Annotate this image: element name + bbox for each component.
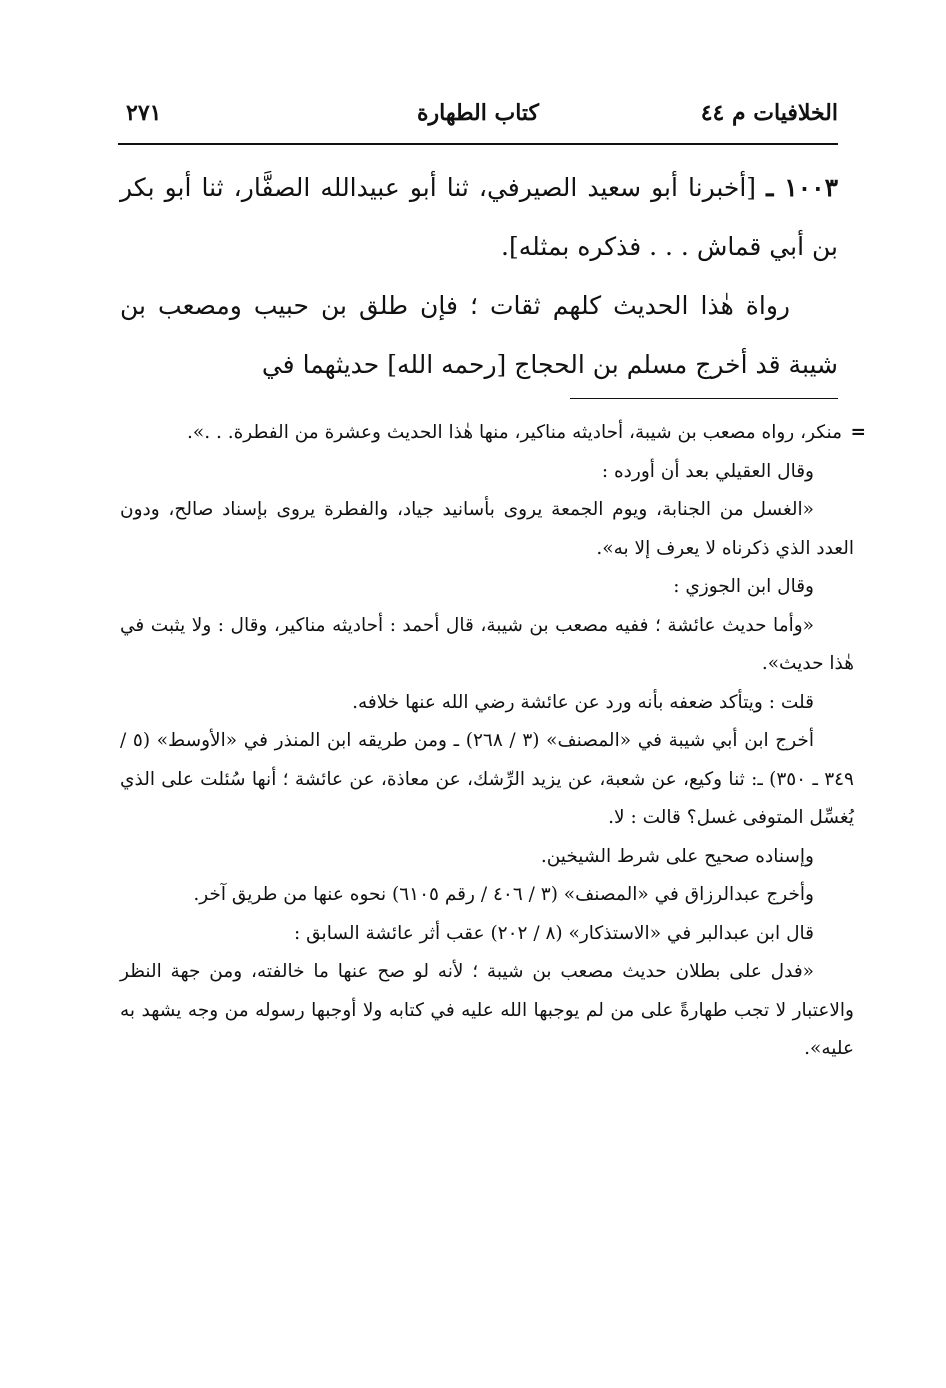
page-number: ٢٧١ (126, 100, 162, 126)
footnote-quote: «فدل على بطلان حديث مصعب بن شيبة ؛ لأنه لو صح عنها ما خالفته، ومن جهة النظر والاعتبار لا تجب طهارةً على من لم يوجبها الله عليه في كتابه ولا أوجبها رسوله من وجه يشهد به عليه». (120, 961, 854, 1059)
hadith-entry (120, 158, 838, 276)
footnote-line: قال ابن عبدالبر في «الاستذكار» (٨ / ٢٠٢) عقب أثر عائشة السابق : (294, 922, 814, 944)
main-text (120, 158, 838, 394)
footnote-continuation (120, 414, 866, 453)
footnote-quote: «وأما حديث عائشة ؛ ففيه مصعب بن شيبة، قال أحمد : أحاديثه مناكير، وقال : ولا يثبت في هٰذا حديث». (120, 614, 854, 674)
page-header (118, 96, 838, 138)
footnotes (120, 414, 866, 1069)
footnote-line: وإسناده صحيح على شرط الشيخين. (540, 845, 814, 867)
continuation-mark: = (850, 422, 866, 443)
running-head-title: كتاب الطهارة (416, 100, 540, 126)
header-divider (118, 143, 838, 145)
footnote-line: قلت : ويتأكد ضعفه بأنه ورد عن عائشة رضي الله عنها خلافه. (352, 691, 814, 713)
main-paragraph: رواة هٰذا الحديث كلهم ثقات ؛ فإن طلق بن حبيب ومصعب بن شيبة قد أخرج مسلم بن الحجاج [رحمه الله] حديثهما في (120, 291, 838, 379)
footnote-line: وقال ابن الجوزي : (673, 576, 814, 597)
footnote-quote: «الغسل من الجنابة، ويوم الجمعة يروى بأسانيد جياد، والفطرة يروى بإسناد صالح، ودون العدد الذي ذكرناه لا يعرف إلا به». (120, 499, 854, 559)
hadith-number: ١٠٠٣ ـ (766, 173, 839, 202)
footnote-line: وأخرج عبدالرزاق في «المصنف» (٣ / ٤٠٦ / رقم ٦١٠٥) نحوه عنها من طريق آخر. (193, 884, 814, 905)
footnote-divider (570, 398, 838, 399)
footnote-line: أخرج ابن أبي شيبة في «المصنف» (٣ / ٢٦٨) ـ ومن طريقه ابن المنذر في «الأوسط» (٥ / ٣٤٩ ـ ٣٥٠) ـ: ثنا وكيع، عن شعبة، عن يزيد الرِّشك، عن معاذة، عن عائشة ؛ أنها سُئلت على الذي يُغسِّل المتوفى غسل؟ قالت : لا. (120, 730, 854, 828)
footnote-line: منكر، رواه مصعب بن شيبة، أحاديثه مناكير، منها هٰذا الحديث وعشرة من الفطرة. . .». (187, 422, 842, 443)
running-head-volume: الخلافيات م ٤٤ (700, 100, 838, 126)
footnote-line: وقال العقيلي بعد أن أورده : (601, 460, 814, 482)
hadith-text: [أخبرنا أبو سعيد الصيرفي، ثنا أبو عبيدالله الصفَّار، ثنا أبو بكر بن أبي قماش . . . فذكره بمثله]. (120, 173, 838, 261)
